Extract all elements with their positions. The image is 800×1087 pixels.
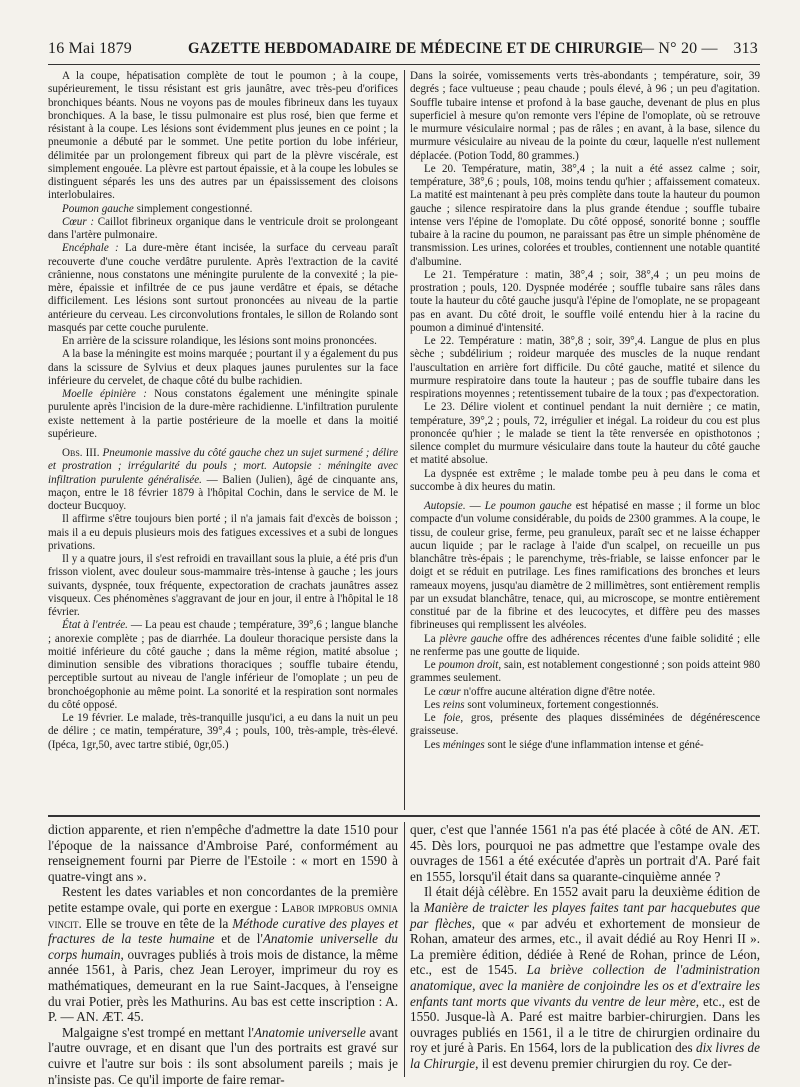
- paragraph: [410, 884, 760, 1071]
- running-header: [48, 40, 758, 62]
- upper-left-column: [48, 70, 398, 810]
- text: , sain, est notablement congestionné ; son poids atteint 980 grammes seulement.: [410, 659, 760, 685]
- text: , ouvrages publiés à trois mois de distance, la même année 1561, à Paris, chez Jean Leroyer, imprimeur du roy es mathématiques, demeurant en la rue Saint-Jacques, à l'enseigne du vrai Potier, près les Mathurins. Au bas est cette inscription : A. P. — AN. ÆT. 45.: [48, 946, 398, 1025]
- book-title: Anatomie universelle du corps humain: [48, 931, 398, 962]
- issue-number: — N° 20 —: [638, 40, 718, 57]
- paragraph: [410, 659, 760, 686]
- paragraph: [410, 739, 760, 752]
- obs-title: Pneumonie massive du côté gauche chez un sujet surmené ; délire et prostration ; irrégularité du pouls ; mort. Autopsie : méningite avec infiltration purulente généralisée.: [48, 447, 398, 486]
- text: Les: [424, 698, 443, 711]
- italic-label: foie: [443, 712, 461, 724]
- italic-label: Cœur :: [62, 215, 95, 228]
- header-rule: [48, 64, 760, 65]
- paragraph: [48, 1025, 398, 1087]
- text: , que « par advéu et exhortement de monsieur de Rohan, amateur des armes, etc., il avait dédié au Roy Henri II ». La première édition, dédiée à René de Rohan, prince de Léon, etc., est de 1545.: [410, 915, 760, 978]
- text: La dure-mère étant incisée, la surface du cerveau paraît recouverte d'une couche verdâtre purulente. Après l'extraction de la cavité crânienne, nous constatons une méningite purulente de la convexité ; la pie-mère, épaissie et infiltrée de ce pus jaune verdâtre et épais, se détache difficilement. Les lésions sont surtout prononcées au niveau de la partie antérieure du cerveau. Les circonvolutions frontales, le sillon de Rolando sont masqués par cette couche purulente.: [48, 242, 398, 334]
- paragraph: [48, 216, 398, 243]
- text: La: [424, 632, 440, 645]
- text: est hépatisé en masse ; il forme un bloc compacte d'un volume considérable, du poids de 2300 grammes. A la coupe, le tissu, de couleur grise, ferme, peu granuleux, paraît sec et ne laisse échapper aucun liquide ; par le raclage à l'aide d'un scalpel, on recueille un pus blanchâtre très-épais ; le parenchyme, très-friable, se laisse enfoncer par le doigt et se réduit en putrilage. Les fines ramifications des bronches et leurs rameaux moyens, jusqu'au diamètre de 2 millimètres, sont entièrement remplis par un exsudat blanchâtre, tenace, qui, au microscope, se montre entièrement constitué par de la fibrine et des leucocytes, et diffère peu des masses fibrineuses qui remplissent les alvéoles.: [410, 500, 760, 632]
- paragraph: [48, 242, 398, 335]
- page-number: 313: [733, 40, 758, 57]
- paragraph: [48, 619, 398, 712]
- italic-label: méninges: [442, 738, 485, 751]
- italic-label: Moelle épinière :: [62, 388, 147, 400]
- paragraph: Le 22. Température : matin, 38°,8 ; soir, 39°,4. Langue de plus en plus sèche ; subdélirium ; roideur marquée des muscles de la nuque rendant l'auscultation en arrière fort difficile. Du côté gauche, matité et silence du murmure respiratoire dans toute la hauteur ; pas de souffle tubaire dans les respirations moyennes ; retentissement tubaire de la toux ; pas d'expectoration.: [410, 335, 760, 400]
- observation-heading: [48, 447, 398, 513]
- text: Le: [424, 712, 444, 724]
- text: sont le siége d'une inflammation intense et géné-: [484, 738, 704, 751]
- paragraph: Il affirme s'être toujours bien porté ; il n'a jamais fait d'excès de boisson ; mais il a eu depuis plusieurs mois des fatigues excessives et a subi de longues privations.: [48, 513, 398, 552]
- italic-label: Autopsie.: [424, 500, 466, 512]
- text: Caillot fibrineux organique dans le ventricule droit se prolongeant dans l'artère pulmonaire.: [48, 215, 398, 241]
- paragraph: Le 20. Température, matin, 38°,4 ; la nuit a été assez calme ; soir, température, 38°,6 ; pouls, 108, moins tendu qu'hier ; affaissement comateux. La matité est maintenant à peu près complète dans toute la hauteur du poumon gauche ; silence respiratoire dans la plus grande étendue ; souffle tubaire intense vers l'épine de l'omoplate. Du côté opposé, sonorité bonne ; souffle tubaire à la racine du poumon, ne paraissant pas être un simple phénomène de transmission. Les urines, colorées et troubles, contiennent une notable quantité d'albumine.: [410, 162, 760, 268]
- paragraph: Le 19 février. Le malade, très-tranquille jusqu'ici, a eu dans la nuit un peu de délire ; ce matin, température, 39°,4 ; pouls, 100, très-ample, très-élevé. (Ipéca, 1gr,50, avec tartre stibié, 0gr,05.): [48, 712, 398, 751]
- paragraph: [410, 699, 760, 712]
- italic-label: reins: [442, 698, 465, 711]
- text: . Elle se trouve en tête de la: [78, 915, 233, 931]
- obs-prefix: Obs. III.: [62, 447, 100, 459]
- book-title: Méthode curative des playes et fractures de la teste humaine: [48, 915, 398, 947]
- italic-label: cœur: [438, 685, 461, 698]
- paragraph: [48, 203, 398, 216]
- issue-date: 16 Mai 1879: [48, 40, 132, 57]
- text: Le: [424, 685, 439, 698]
- paragraph: [410, 686, 760, 699]
- paragraph: quer, c'est que l'année 1561 n'a pas été placée à côté de AN. ÆT. 45. Dès lors, pourquoi ne pas admettre que l'estampe ovale des ouvrages de 1561 a été exécutée d'après un portrait d'A. Paré fait en 1555, lorsqu'il était dans sa quarante-cinquième année ?: [410, 822, 760, 884]
- paragraph: En arrière de la scissure rolandique, les lésions sont moins prononcées.: [62, 335, 377, 347]
- journal-title: GAZETTE HEBDOMADAIRE DE MÉDECINE ET DE CHIRURGIE: [188, 40, 644, 57]
- text: —: [465, 500, 485, 512]
- paragraph: Dans la soirée, vomissements verts très-abondants ; température, soir, 39 degrés ; face vultueuse ; peau chaude ; pouls élevé, à 96 ; un peu d'agitation. Souffle tubaire intense et profond à la base gauche, devenant de plus en plus superficiel à mesure qu'on remonte vers l'épine de l'omoplate, où se retrouve le murmure vésiculaire normal ; pas de râles ; en avant, à la base, silence du murmure vésiculaire au niveau de la pointe du cœur, laquelle n'est nullement déplacée. (Potion Todd, 80 grammes.): [410, 70, 760, 162]
- book-title: La briève collection de l'administration anatomique, avec la manière de conjoindre les os et d'extraire les enfants tant morts que vivants du ventre de leur mère: [410, 962, 760, 1009]
- text: Les: [424, 738, 443, 751]
- text: Restent les dates variables et non concordantes de la première petite estampe ovale, qui porte en exergue :: [48, 884, 398, 915]
- text: Nous constatons également une méningite spinale purulente après l'incision de la dure-mère rachidienne. L'infiltration purulente existe nettement à la partie postérieure de la moelle et dans la moitié supérieure.: [48, 388, 398, 440]
- column-rule-upper: [404, 70, 405, 810]
- text: Il était déjà célèbre. En 1552 avait paru la deuxième édition de la: [410, 884, 760, 915]
- text: sont volumineux, fortement congestionnés.: [464, 698, 659, 711]
- paragraph: A la coupe, hépatisation complète de tout le poumon ; à la coupe, supérieurement, le tissu résistant est gris jaunâtre, avec très-peu d'orifices bronchiques béants. Nous ne voyons pas de moules fibrineux dans les tuyaux bronchiques. A la base, le tissu pulmonaire est plus rosé, bien que ferme et résistant à la coupe. Les lésions sont évidemment plus jeunes en ce point ; la pneumonie a débuté par le sommet. Une petite portion du lobe inférieur, délimitée par un prolongement fibreux qui part de la plèvre viscérale, est simplement engouée. La plèvre est partout épaissie, et à la coupe les lobules se distinguent séparés les uns des autres par un épaississement des cloisons interlobulaires.: [48, 70, 398, 202]
- text: offre des adhérences récentes d'une faible solidité ; elle ne renferme pas une goutte de liquide.: [410, 632, 760, 658]
- paragraph: A la base la méningite est moins marquée ; pourtant il y a également du pus dans la scissure de Sylvius et deux plaques jaunes purulentes sur la face inférieure du cervelet, de chaque côté du bulbe rachidien.: [48, 348, 398, 387]
- italic-label: Poumon gauche: [62, 202, 134, 215]
- text: et de l': [214, 931, 263, 947]
- paragraph: [48, 388, 398, 441]
- book-title: Anatomie universelle: [253, 1024, 366, 1040]
- italic-label: État à l'entrée.: [62, 619, 128, 632]
- book-title: dix livres de la Chirurgie: [410, 1040, 760, 1071]
- lower-left-column: [48, 822, 398, 1087]
- paragraph: [410, 633, 760, 660]
- text: , gros, présente des plaques disséminées de dégénérescence graisseuse.: [410, 712, 760, 738]
- text: , etc., est de 1550. Jusque-là A. Paré est maitre barbier-chirurgien. Dans les ouvrages publiés en 1561, il a le titre de chirurgien ordinaire du roy et juré à Paris. En 1564, lors de la publication des: [410, 993, 760, 1056]
- paragraph: [48, 884, 398, 1024]
- paragraph: Le 21. Température : matin, 38°,4 ; soir, 38°,4 ; un peu moins de prostration ; pouls, 120. Dyspnée modérée ; souffle tubaire sans râles dans toute la hauteur du côté gauche jusqu'à l'épine de l'omoplate, ne se propageant pas en avant. Du côté droit, le souffle voilé entendu hier à la racine du poumon a diminué d'intensité.: [410, 268, 760, 334]
- text: Malgaigne s'est trompé en mettant l': [62, 1024, 254, 1040]
- text: — La peau est chaude ; température, 39°,6 ; langue blanche ; anorexie complète ; pas de diarrhée. La douleur thoracique persiste dans la moitié inférieure du côté gauche ; dans la même région, matité absolue ; diminution sensible des vibrations thoraciques ; souffle tubaire étendu, perceptible surtout au niveau de l'angle inférieur de l'omoplate ; un peu de bronchoégophonie au même point. La sonorité et la respiration sont normales du côté opposé.: [48, 619, 398, 711]
- italic-label: Le poumon gauche: [484, 500, 572, 512]
- text: simplement congestionné.: [133, 202, 253, 215]
- lower-right-column: [410, 822, 760, 1077]
- italic-label: poumon droit: [438, 659, 499, 671]
- text: avant l'autre ouvrage, et en disant que l'un des portraits est gravé sur cuivre et l'autre sur bois : ils sont absolument pareils ; mais je n'insiste pas. Ce qu'il importe de faire remar-: [48, 1024, 398, 1087]
- text: , il est devenu premier chirurgien du roy. Ce der-: [475, 1055, 732, 1071]
- paragraph: [410, 712, 760, 739]
- paragraph: Le 23. Délire violent et continuel pendant la nuit dernière ; ce matin, température, 39°,2 ; pouls, 72, irrégulier et inégal. La roideur du cou est plus prononcée qu'hier ; le malade se tient la tête renversée en opisthotonos ; silence complet du murmure vésiculaire dans toute la hauteur du côté gauche et matité absolue.: [410, 401, 760, 467]
- text: n'offre aucune altération digne d'être notée.: [460, 685, 656, 698]
- italic-label: plèvre gauche: [439, 632, 503, 645]
- motto: Labor improbus omnia vincit: [48, 899, 398, 931]
- paragraph: diction apparente, et rien n'empêche d'admettre la date 1510 pour l'époque de la naissance d'Ambroise Paré, conformément au renseignement fourni par Pierre de l'Estoile : « mort en 1590 à quatre-vingt ans ».: [48, 822, 398, 884]
- italic-label: Encéphale :: [62, 242, 119, 255]
- text: Le: [424, 659, 439, 671]
- paragraph: Il y a quatre jours, il s'est refroidi en travaillant sous la pluie, a été pris d'un frisson violent, avec douleur sous-mammaire très-intense à gauche ; les jours suivants, dyspnée, toux fréquente, expectoration de crachats jaunâtres assez visqueux. Ces phénomènes s'aggravant de jour en jour, il entre à l'hôpital le 18 février.: [48, 553, 398, 618]
- paragraph: [410, 500, 760, 633]
- paragraph: La dyspnée est extrême ; le malade tombe peu à peu dans le coma et succombe à dix heures du matin.: [410, 467, 760, 493]
- upper-right-column: [410, 70, 760, 810]
- book-title: Manière de traicter les playes faites tant par hacquebutes que par flèches: [410, 899, 760, 931]
- obs-author: — Balien (Julien), âgé de cinquante ans, maçon, entre le 18 février 1879 à l'hôpital Cochin, dans le service de M. le docteur Bucquoy.: [48, 473, 398, 512]
- column-rule-lower: [404, 822, 405, 1077]
- feuilleton-rule: [48, 815, 760, 817]
